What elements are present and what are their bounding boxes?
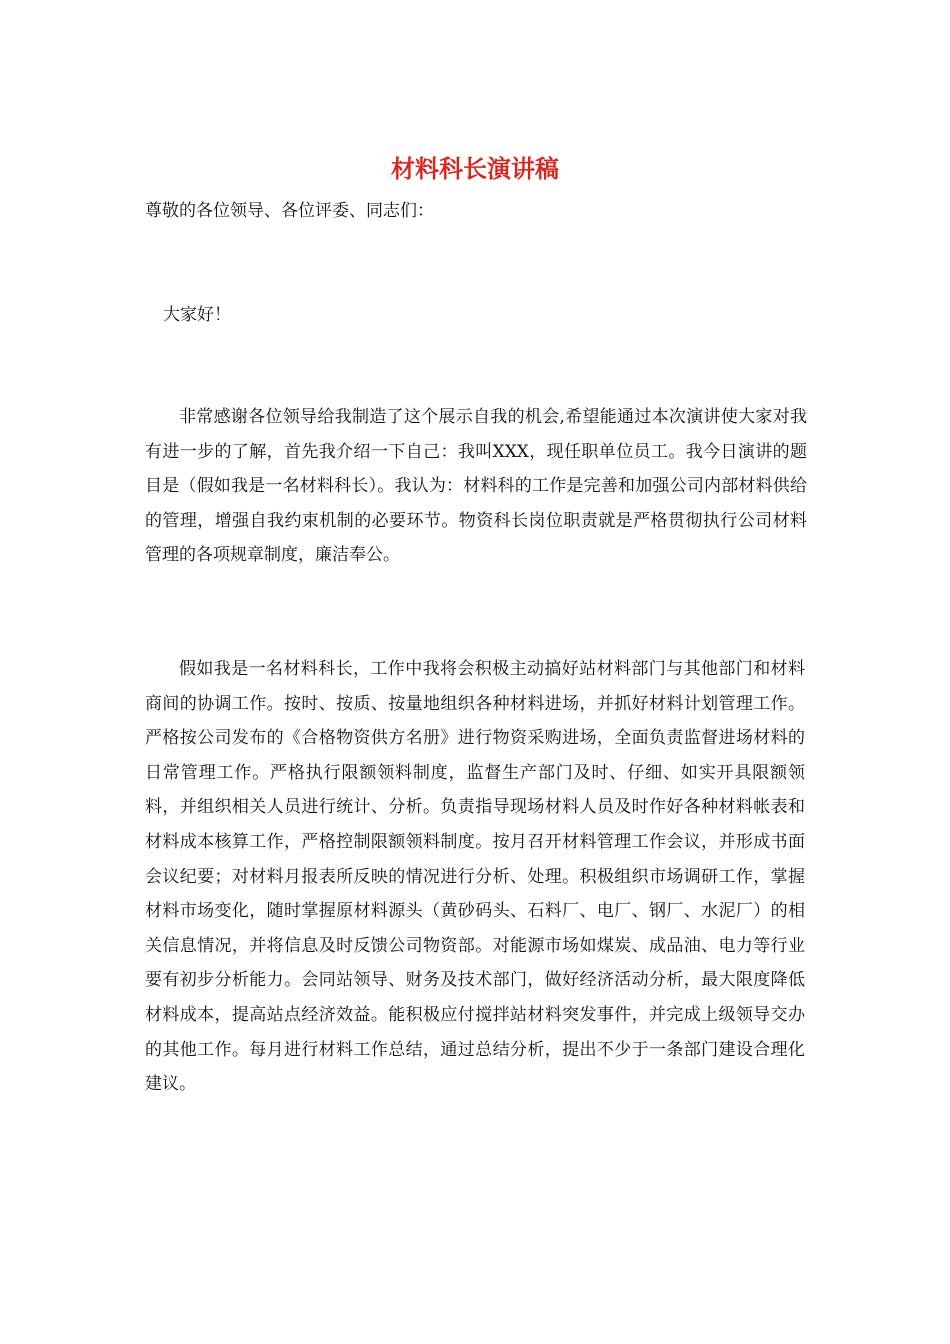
body-paragraph-1: 非常感谢各位领导给我制造了这个展示自我的机会,希望能通过本次演讲使大家对我有进一步的了解，首先我介绍一下自己：我叫XXX，现任职单位员工。我今日演讲的题目是（假如我是一名材料科长）。我认为：材料科的工作是完善和加强公司内部材料供给的管理，增强自我约束机制的必要环节。物资科长岗位职责就是严格贯彻执行公司材料管理的各项规章制度，廉洁奉公。 — [145, 407, 807, 566]
greeting: 大家好！ — [163, 305, 231, 325]
salutation: 尊敬的各位领导、各位评委、同志们： — [145, 201, 434, 221]
document-title: 材料科长演讲稿 — [391, 154, 559, 183]
body-paragraph-2: 假如我是一名材料科长，工作中我将会积极主动搞好站材料部门与其他部门和材料商间的协调工作。按时、按质、按量地组织各种材料进场，并抓好材料计划管理工作。严格按公司发布的《合格物资供方名册》进行物资采购进场，全面负责监督进场材料的日常管理工作。严格执行限额领料制度，监督生产部门及时、仔细、如实开具限额领料，并组织相关人员进行统计、分析。负责指导现场材料人员及时作好各种材料帐表和材料成本核算工作，严格控制限额领料制度。按月召开材料管理工作会议，并形成书面会议纪要；对材料月报表所反映的情况进行分析、处理。积极组织市场调研工作，掌握材料市场变化，随时掌握原材料源头（黄砂码头、石料厂、电厂、钢厂、水泥厂）的相关信息情况，并将信息及时反馈公司物资部。对能源市场如煤炭、成品油、电力等行业要有初步分析能力。会同站领导、财务及技术部门，做好经济活动分析，最大限度降低材料成本，提高站点经济效益。能积极应付搅拌站材料突发事件，并完成上级领导交办的其他工作。每月进行材料工作总结，通过总结分析，提出不少于一条部门建设合理化建议。 — [145, 659, 805, 1095]
